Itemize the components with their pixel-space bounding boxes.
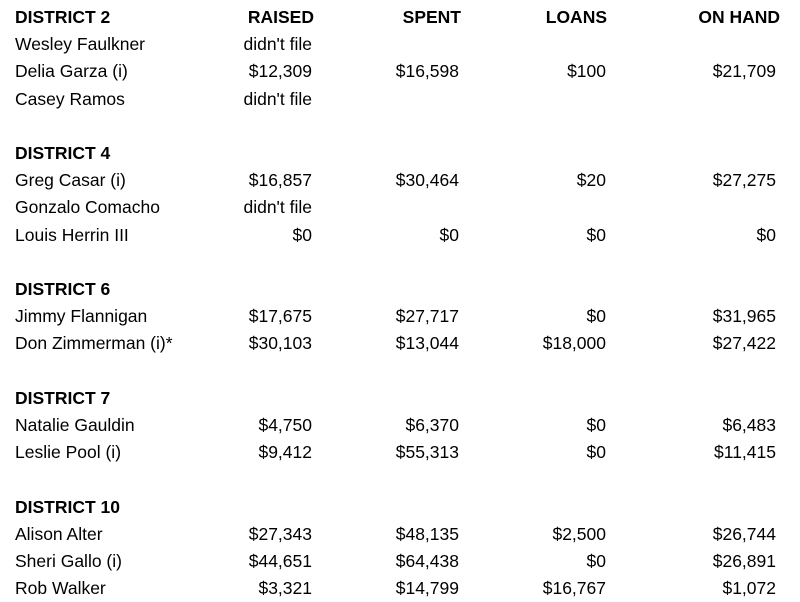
on-hand-value: $1,072 (722, 578, 776, 599)
district-header-row (0, 494, 800, 521)
candidate-row (0, 521, 800, 548)
candidate-name: Wesley Faulkner (15, 34, 146, 55)
raised-value: $44,651 (248, 551, 312, 571)
spent-value: $48,135 (395, 523, 459, 544)
district-heading: DISTRICT 4 (15, 143, 111, 163)
raised-value: $0 (292, 224, 312, 245)
raised-value: $17,675 (248, 306, 312, 327)
candidate-row (0, 86, 800, 113)
on-hand-value: $31,965 (712, 306, 776, 327)
raised-value: $4,750 (258, 415, 312, 435)
spent-value: $6,370 (405, 415, 459, 435)
loans-value: $20 (576, 170, 606, 191)
spent-value: $0 (439, 224, 459, 245)
candidate-name: Louis Herrin III (15, 224, 129, 245)
raised-value: $16,857 (248, 170, 312, 191)
on-hand-value: $11,415 (714, 442, 776, 463)
raised-value: $3,321 (258, 578, 312, 599)
candidate-row (0, 222, 800, 249)
spent-value: $14,799 (395, 578, 459, 599)
loans-value: $0 (586, 442, 606, 463)
loans-value: $0 (586, 224, 606, 245)
candidate-row (0, 31, 800, 58)
candidate-name: Rob Walker (15, 578, 106, 599)
column-header-on-hand: ON HAND (698, 7, 780, 27)
candidate-name: Jimmy Flannigan (15, 306, 148, 327)
raised-value: $30,103 (248, 333, 312, 354)
on-hand-value: $0 (756, 224, 776, 245)
district-heading: DISTRICT 2 (15, 7, 111, 27)
column-header-spent: SPENT (402, 7, 461, 27)
spent-value: $13,044 (395, 333, 459, 354)
candidate-row (0, 575, 800, 602)
loans-value: $0 (586, 415, 606, 435)
column-header-loans: LOANS (545, 7, 607, 27)
candidate-row (0, 439, 800, 466)
raised-value: $12,309 (248, 61, 312, 82)
district-header-row (0, 276, 800, 303)
district-header-row (0, 4, 800, 31)
candidate-name: Don Zimmerman (i)* (15, 333, 173, 354)
spent-value: $16,598 (395, 61, 459, 82)
candidate-name: Alison Alter (15, 523, 103, 544)
column-header-raised: RAISED (247, 7, 314, 27)
candidate-row (0, 303, 800, 330)
candidate-name: Leslie Pool (i) (15, 442, 122, 463)
spent-value: $55,313 (395, 442, 459, 463)
candidate-name: Casey Ramos (15, 88, 125, 109)
candidate-name: Natalie Gauldin (15, 415, 135, 435)
loans-value: $2,500 (552, 523, 606, 544)
on-hand-value: $27,275 (712, 170, 776, 191)
candidate-row (0, 194, 800, 221)
on-hand-value: $26,744 (712, 523, 776, 544)
district-heading: DISTRICT 10 (15, 496, 121, 517)
raised-value: $27,343 (248, 523, 312, 544)
spent-value: $30,464 (395, 170, 459, 191)
candidate-row (0, 167, 800, 194)
candidate-row (0, 412, 800, 439)
raised-value: $9,412 (258, 442, 312, 463)
loans-value: $0 (586, 306, 606, 327)
loans-value: $0 (586, 551, 606, 571)
loans-value: $18,000 (542, 333, 606, 354)
loans-value: $100 (567, 61, 606, 82)
loans-value: $16,767 (542, 578, 606, 599)
spent-value: $27,717 (395, 306, 459, 327)
candidate-name: Gonzalo Comacho (15, 197, 160, 218)
on-hand-value: $6,483 (722, 415, 776, 435)
district-header-row (0, 385, 800, 412)
on-hand-value: $21,709 (712, 61, 776, 82)
candidate-row (0, 330, 800, 357)
on-hand-value: $27,422 (712, 333, 776, 354)
district-heading: DISTRICT 7 (15, 387, 111, 408)
raised-value: didn't file (243, 88, 312, 109)
candidate-name: Sheri Gallo (i) (15, 551, 122, 571)
candidate-row (0, 58, 800, 85)
candidate-row (0, 548, 800, 575)
raised-value: didn't file (243, 34, 312, 55)
spent-value: $64,438 (395, 551, 459, 571)
raised-value: didn't file (243, 197, 312, 218)
district-heading: DISTRICT 6 (15, 279, 111, 299)
on-hand-value: $26,891 (712, 551, 776, 571)
candidate-name: Delia Garza (i) (15, 61, 128, 82)
district-header-row (0, 140, 800, 167)
candidate-name: Greg Casar (i) (15, 170, 126, 191)
